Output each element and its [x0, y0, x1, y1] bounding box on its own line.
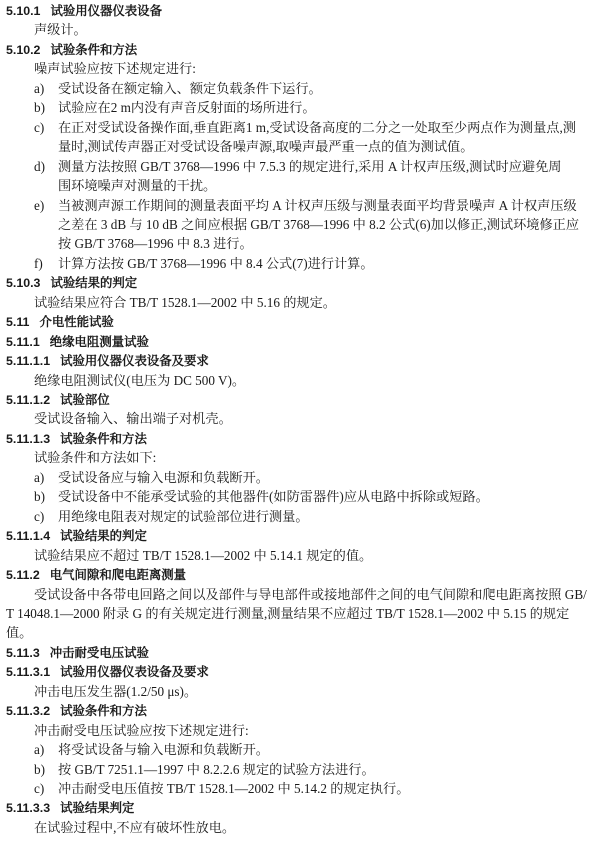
continuation-text: 之差在 3 dB 与 10 dB 之间应根据 GB/T 3768—1996 中 8.2 公式(6)加以修正,测试环境修正应: [58, 216, 580, 232]
continuation-text: 按 GB/T 3768—1996 中 8.3 进行。: [58, 236, 253, 252]
section-number: 5.11.2: [6, 568, 40, 583]
continuation-text: 量时,测试传声器正对受试设备噪声源,取噪声最严重一点的值为测试值。: [58, 139, 474, 155]
paragraph-line: [34, 817, 235, 839]
section-number: 5.10.2: [6, 42, 41, 57]
section-number: 5.10.1: [6, 4, 41, 18]
list-item-text: 按 GB/T 7251.1—1997 中 8.2.2.6 规定的试验方法进行。: [58, 761, 375, 777]
section-title: 试验部位: [60, 393, 110, 407]
section-title: 绝缘电阻测量试验: [49, 334, 149, 349]
section-number: 5.11.1.1: [6, 354, 51, 369]
paragraph-text: 冲击耐受电压试验应按下述规定进行:: [34, 722, 249, 738]
list-item-text: 用绝缘电阻表对规定的试验部位进行测量。: [58, 508, 309, 524]
paragraph-text: T 14048.1—2000 附录 G 的有关规定进行测量,测量结果不应超过 TB/T 1528.1—2002 中 5.15 的规定: [6, 605, 570, 621]
section-title: 试验条件和方法: [60, 704, 147, 719]
list-item-text: 受试设备应与输入电源和负载断开。: [58, 469, 269, 485]
list-item-label: f): [34, 255, 43, 271]
section-title: 电气间隙和爬电距离测量: [49, 568, 187, 583]
list-item-label: c): [34, 508, 45, 524]
section-number: 5.11.3.2: [6, 704, 51, 719]
section-number: 5.11.3.3: [6, 801, 51, 816]
paragraph-text: 噪声试验应按下述规定进行:: [34, 61, 196, 77]
section-title: 试验用仪器仪表设备: [50, 4, 162, 18]
list-item-text: 试验应在2 m内没有声音反射面的场所进行。: [58, 100, 316, 116]
list-item-label: c): [34, 781, 45, 796]
paragraph-text: 受试设备中各带电回路之间以及部件与导电部件或接地部件之间的电气间隙和爬电距离按照 GB/: [34, 586, 587, 602]
list-item-text: 将受试设备与输入电源和负载断开。: [58, 742, 269, 758]
paragraph-text: 试验结果应符合 TB/T 1528.1—2002 中 5.16 的规定。: [34, 294, 336, 310]
list-item-label: c): [34, 119, 45, 135]
section-number: 5.11: [6, 315, 30, 330]
section-number: 5.10.3: [6, 276, 41, 291]
section-number: 5.11.1: [6, 334, 40, 349]
continuation-text: 围环境噪声对测量的干扰。: [58, 178, 217, 194]
paragraph-text: 试验条件和方法如下:: [34, 450, 157, 466]
section-number: 5.11.3.1: [6, 665, 51, 680]
list-item-label: a): [34, 469, 45, 485]
section-number: 5.11.1.3: [6, 431, 51, 446]
list-item-label: b): [34, 761, 45, 777]
paragraph-text: 受试设备输入、输出端子对机壳。: [34, 411, 232, 427]
list-item-text: 受试设备中不能承受试验的其他器件(如防雷器件)应从电路中拆除或短路。: [58, 489, 489, 505]
section-title: 试验用仪器仪表设备及要求: [60, 665, 209, 680]
section-title: 试验结果的判定: [60, 529, 147, 544]
list-item-text: 计算方法按 GB/T 3768—1996 中 8.4 公式(7)进行计算。: [58, 255, 374, 271]
list-item-label: b): [34, 100, 45, 116]
section-number: 5.11.3: [6, 645, 40, 660]
section-title: 试验条件和方法: [60, 431, 147, 446]
section-title: 试验用仪器仪表设备及要求: [60, 354, 209, 369]
list-item-text: 受试设备在额定输入、额定负载条件下运行。: [58, 80, 322, 96]
paragraph-text: 试验结果应不超过 TB/T 1528.1—2002 中 5.14.1 规定的值。: [34, 547, 373, 563]
section-number: 5.11.1.2: [6, 393, 51, 407]
list-item-label: d): [34, 158, 45, 174]
section-title: 试验结果判定: [60, 801, 135, 816]
list-item-text: 测量方法按照 GB/T 3768—1996 中 7.5.3 的规定进行,采用 A 计权声压级,测试时应避免周: [58, 158, 562, 174]
paragraph-text: 声级计。: [34, 22, 87, 38]
paragraph-text: 绝缘电阻测试仪(电压为 DC 500 V)。: [34, 372, 246, 388]
list-item-text: 冲击耐受电压值按 TB/T 1528.1—2002 中 5.14.2 的规定执行。: [58, 781, 410, 796]
list-item-label: e): [34, 197, 45, 213]
paragraph-text: 在试验过程中,不应有破坏性放电。: [34, 819, 236, 835]
section-title: 试验结果的判定: [50, 276, 138, 291]
list-item-label: a): [34, 742, 45, 758]
list-item-label: b): [34, 489, 45, 505]
section-title: 冲击耐受电压试验: [49, 645, 149, 660]
paragraph-text: 值。: [6, 625, 33, 641]
paragraph-wrap-line: [6, 603, 569, 625]
list-item-text: 当被测声源工作期间的测量表面平均 A 计权声压级与测量表面平均背景噪声 A 计权声压级: [58, 197, 577, 213]
paragraph-text: 冲击电压发生器(1.2/50 μs)。: [34, 683, 198, 699]
section-title: 介电性能试验: [39, 315, 114, 330]
section-number: 5.11.1.4: [6, 529, 51, 544]
list-item-label: a): [34, 80, 45, 96]
list-item-text: 在正对受试设备操作面,垂直距离1 m,受试设备高度的二分之一处取至少两点作为测量点,测: [58, 119, 576, 135]
section-title: 试验条件和方法: [50, 42, 138, 57]
